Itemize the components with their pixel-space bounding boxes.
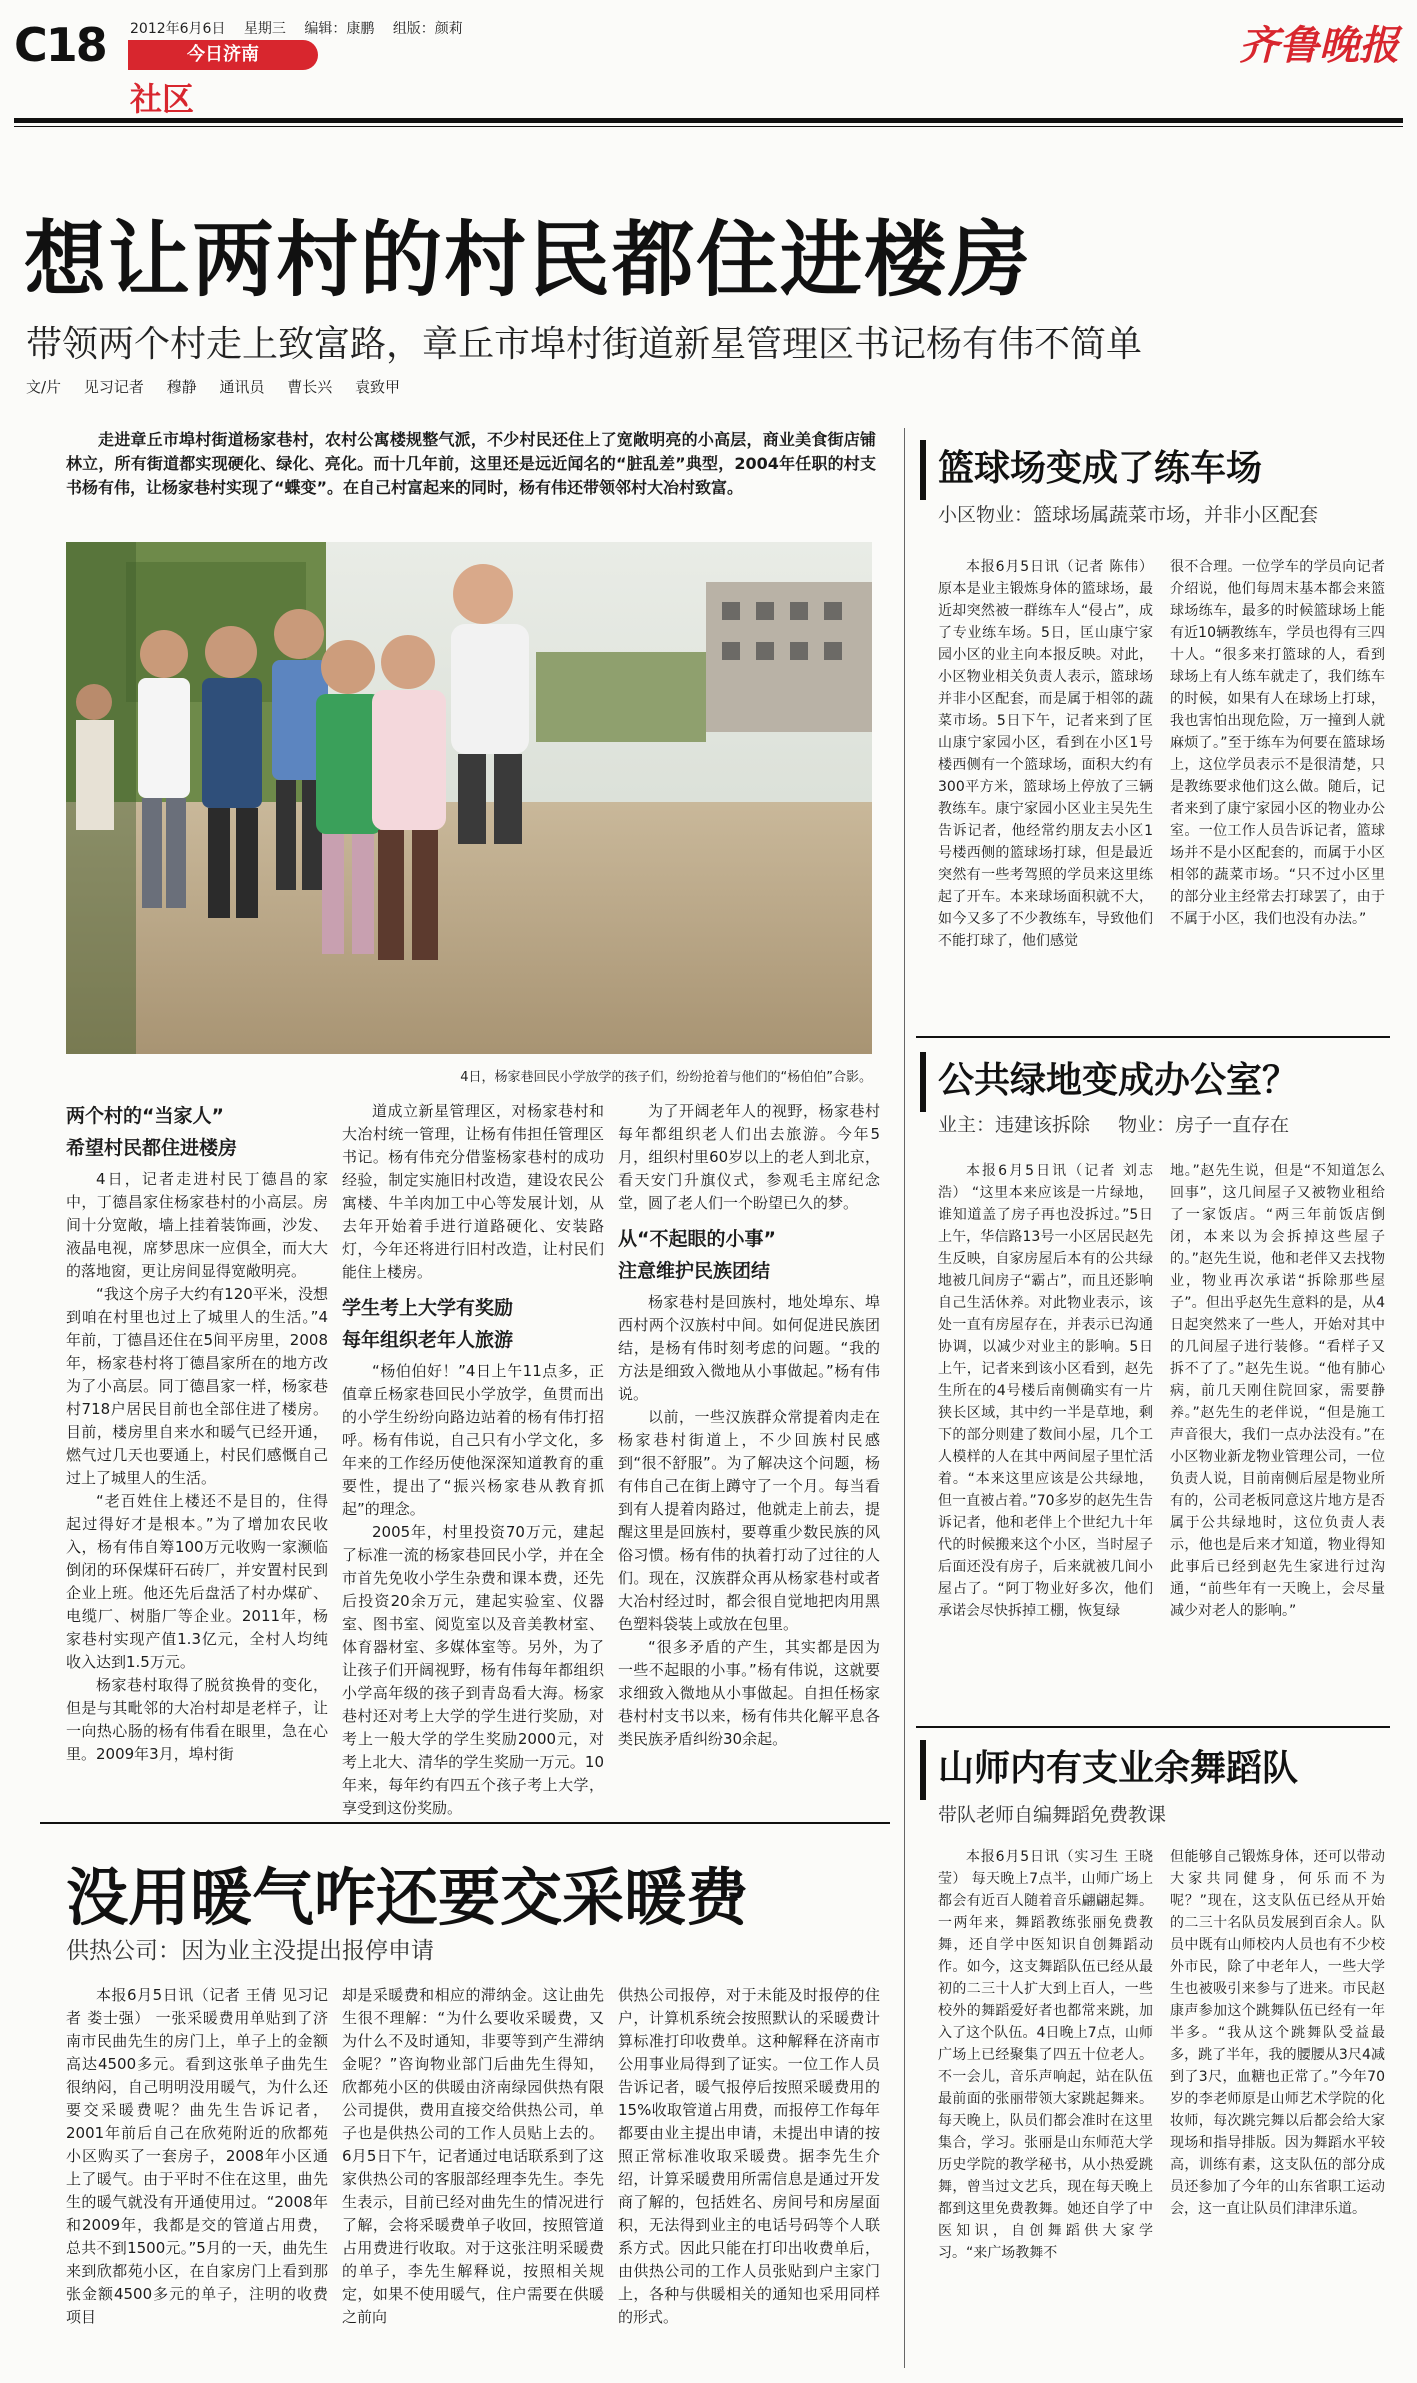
subheading: 希望村民都住进楼房 — [66, 1137, 238, 1159]
story-marker — [920, 440, 926, 500]
subheading: 两个村的“当家人” — [66, 1105, 224, 1127]
paragraph: 为了开阔老年人的视野，杨家巷村每年都组织老人们出去旅游。今年5月，组织村里60岁以上的老人到北京，看天安门升旗仪式，参观毛主席纪念堂，圆了老人们一个盼望已久的梦。 — [618, 1102, 880, 1212]
greenspace-story-subtitle — [938, 1110, 1311, 1137]
subtitle-part: 业主：违建该拆除 — [938, 1114, 1091, 1136]
greenspace-col-1 — [938, 1160, 1153, 1710]
header-rule-thin — [14, 126, 1403, 127]
paragraph: 以前，一些汉族群众常提着肉走在杨家巷村街道上，不少回族村民感到“很不舒服”。为了解决这个问题，杨有伟自己在街上蹲守了一个月。每当看到有人提着肉路过，他就走上前去，提醒这里是回族村，要尊重少数民族的风俗习惯。杨有伟的执着打动了过往的人们。现在，汉族群众再从杨家巷村或者大冶村经过时，都会很自觉地把肉用黑色塑料袋装上或放在包里。 — [618, 1408, 880, 1633]
issue-layout-editor: 组版：颜莉 — [392, 21, 463, 37]
byline-part: 穆静 — [166, 378, 197, 396]
paragraph: 供热公司报停，对于未能及时报停的住户，计算机系统会按照默认的采暖费计算标准打印收费单。这种解释在济南市公用事业局得到了证实。一位工作人员告诉记者，暖气报停后按照采暖费用的15%收取管道占用费，而报停工作每年都要由业主提出申请，未提出申请的按照正常标准收取采暖费。据李先生介绍，计算采暖费用所需信息是通过开发商了解的，包括姓名、房间号和房屋面积，无法得到业主的电话号码等个人联系方式。因此只能在打印出收费单后，由供热公司的工作人员张贴到户主家门上，各种与供暖相关的通知也采用同样的形式。 — [618, 1986, 880, 2326]
story-divider — [916, 1036, 1390, 1038]
byline-part: 袁致甲 — [355, 378, 401, 396]
lead-paragraph: 走进章丘市埠村街道杨家巷村，农村公寓楼规整气派，不少村民还住上了宽敞明亮的小高层，商业美食街店铺林立，所有街道都实现硬化、绿化、亮化。而十几年前，这里还是远近闻名的“脏乱差”典型，2004年任职的村支书杨有伟，让杨家巷村实现了“蝶变”。在自己村富起来的同时，杨有伟还带领邻村大冶村致富。 — [66, 430, 876, 497]
main-headline: 想让两村的村民都住进楼房 — [24, 212, 1033, 308]
dance-col-1 — [938, 1846, 1153, 2366]
section-name: 社区 — [130, 80, 195, 118]
heating-col-3 — [618, 1984, 880, 2369]
paragraph: 很不合理。一位学车的学员向记者介绍说，他们每周末基本都会来篮球场练车，最多的时候篮球场上能有近10辆教练车，学员也得有三四十人。“很多来打篮球的人，看到球场上有人练车就走了，我们练车的时候，如果有人在球场上打球，我也害怕出现危险，万一撞到人就麻烦了。”至于练车为何要在篮球场上，这位学员表示不是很清楚，只是教练要求他们这么做。随后，记者来到了康宁家园小区的物业办公室。一位工作人员告诉记者，篮球场并不是小区配套的，而属于小区相邻的蔬菜市场。“只不过小区里的部分业主经常去打球罢了，由于不属于小区，我们也没有办法。” — [1170, 559, 1385, 927]
paragraph: 本报6月5日讯（记者 王倩 见习记者 娄士强） 一张采暖费用单贴到了济南市民曲先生的房门上，单子上的金额高达4500多元。看到这张单子曲先生很纳闷，自己明明没用暖气，为什么还要交采暖费呢？曲先生告诉记者，2001年前后自己在欣苑附近的欣都苑小区购买了一套房子，2008年小区通上了暖气。由于平时不住在这里，曲先生的暖气就没有开通使用过。“2008年和2009年，我都是交的管道占用费，总共不到1500元。”5月的一天，曲先生来到欣都苑小区，在自家房门上看到那张金额4500多元的单子，注明的收费项目 — [66, 1986, 328, 2326]
subheading: 从“不起眼的小事” — [618, 1228, 776, 1250]
dance-story-subtitle — [938, 1800, 1188, 1827]
dance-story-title: 山师内有支业余舞蹈队 — [938, 1747, 1299, 1789]
byline-part: 通讯员 — [219, 378, 265, 396]
issue-weekday: 星期三 — [243, 21, 286, 37]
subtitle-part: 物业：房子一直存在 — [1118, 1114, 1290, 1136]
paragraph: “我这个房子大约有120平米，没想到咱在村里也过上了城里人的生活。”4年前，丁德昌还住在5间平房里，2008年，杨家巷村将丁德昌家所在的地方改为了小高层。同丁德昌家一样，杨家巷村718户居民目前也全部住进了楼房。目前，楼房里自来水和暖气已经开通，燃气过几天也要通上，村民们感慨自己过上了城里人的生活。 — [66, 1285, 328, 1487]
news-photo — [66, 542, 872, 1054]
paragraph: 地。”赵先生说，但是“不知道怎么回事”，这几间屋子又被物业租给了一家饭店。“两三年前饭店倒闭，本来以为会拆掉这些屋子的。”赵先生说，他和老伴又去找物业，物业再次承诺“拆除那些屋子”。但出乎赵先生意料的是，从4日起突然来了一些人，开始对其中的几间屋子进行装修。“看样子又拆不了了。”赵先生说。“他有肺心病，前几天刚住院回家，需要静养。”赵先生的老伴说，“但是施工声音很大，我们一点办法没有。”在小区物业新龙物业管理公司，一位负责人说，目前南侧后屋是物业所有的，公司老板同意这片地方是否属于公共绿地时，这位负责人表示，他也是后来才知道，物业得知此事后已经到赵先生家进行过沟通，“前些年有一天晚上，会尽量减少对老人的影响。” — [1170, 1163, 1385, 1619]
subtitle-part: 带队老师自编舞蹈免费教课 — [938, 1804, 1167, 1826]
basketball-story-title: 篮球场变成了练车场 — [938, 447, 1263, 489]
greenspace-story-title: 公共绿地变成办公室？ — [938, 1059, 1299, 1101]
photo-caption: 4日，杨家巷回民小学放学的孩子们，纷纷抢着与他们的“杨伯伯”合影。 — [460, 1070, 872, 1085]
dance-col-2 — [1170, 1846, 1385, 2366]
header-rule — [14, 118, 1403, 123]
story-divider — [40, 1822, 890, 1824]
paragraph: 道成立新星管理区，对杨家巷村和大冶村统一管理，让杨有伟担任管理区书记。杨有伟充分借鉴杨家巷村的成功经验，制定实施旧村改造，建设农民公寓楼、牛羊肉加工中心等发展计划，从去年开始着手进行道路硬化、安装路灯，今年还将进行旧村改造，让村民们能住上楼房。 — [342, 1102, 604, 1281]
main-subhead: 带领两个村走上致富路，章丘市埠村街道新星管理区书记杨有伟不简单 — [26, 324, 1143, 365]
main-lead — [66, 428, 876, 543]
main-column-3 — [618, 1100, 880, 1800]
paragraph: 本报6月5日讯（记者 陈伟） 原本是业主锻炼身体的篮球场，最近却突然被一群练车人“侵占”，成了专业练车场。5日，匡山康宁家园小区的业主向本报反映。对此，小区物业相关负责人表示，篮球场并非小区配套，而是属于相邻的蔬菜市场。5日下午，记者来到了匡山康宁家园小区，看到在小区1号楼西侧有一个篮球场，面积大约有300平方米，篮球场上停放了三辆教练车。康宁家园小区业主吴先生告诉记者，他经常约朋友去小区1号楼西侧的篮球场打球，但是最近突然有一些考驾照的学员来这里练起了开车。本来球场面积就不大，如今又多了不少教练车，导致他们不能打球了，他们感觉 — [938, 559, 1153, 949]
subheading: 每年组织老年人旅游 — [342, 1329, 514, 1351]
column-divider — [904, 428, 905, 2368]
issue-meta — [130, 18, 477, 38]
paragraph: “老百姓住上楼还不是目的，住得起过得好才是根本。”为了增加农民收入，杨有伟自筹100万元收购一家濒临倒闭的环保煤矸石砖厂，并安置村民到企业上班。他还先后盘活了村办煤矿、电缆厂、树脂厂等企业。2011年，杨家巷村实现产值1.3亿元，全村人均纯收入达到1.5万元。 — [66, 1492, 328, 1671]
heating-story-subtitle: 供热公司：因为业主没提出报停申请 — [66, 1938, 434, 1964]
issue-date: 2012年6月6日 — [130, 21, 226, 37]
paragraph: 4日，记者走进村民丁德昌的家中，丁德昌家住杨家巷村的小高层。房间十分宽敞，墙上挂着装饰画，沙发、液晶电视，席梦思床一应俱全，而大大的落地窗，更让房间显得宽敞明亮。 — [66, 1170, 328, 1280]
column-tab: 今日济南 — [128, 40, 318, 70]
story-divider — [916, 1726, 1390, 1728]
heating-col-2 — [342, 1984, 604, 2369]
main-column-2 — [342, 1100, 604, 1817]
main-byline — [26, 376, 418, 397]
byline-part: 见习记者 — [83, 378, 144, 396]
byline-part: 曹长兴 — [287, 378, 333, 396]
subheading: 注意维护民族团结 — [618, 1260, 771, 1282]
paragraph: 杨家巷村是回族村，地处埠东、埠西村两个汉族村中间。如何促进民族团结，是杨有伟时刻考虑的问题。“我的方法是细致入微地从小事做起。”杨有伟说。 — [618, 1293, 880, 1403]
paragraph: “很多矛盾的产生，其实都是因为一些不起眼的小事。”杨有伟说，这就要求细致入微地从小事做起。自担任杨家巷村村支书以来，杨有伟共化解平息各类民族矛盾纠纷30余起。 — [618, 1638, 880, 1748]
issue-editor: 编辑：康鹏 — [304, 21, 375, 37]
byline-part: 文/片 — [26, 378, 62, 396]
basketball-story-subtitle — [938, 500, 1340, 527]
paragraph: 杨家巷村取得了脱贫换骨的变化，但是与其毗邻的大冶村却是老样子，让一向热心肠的杨有伟看在眼里，急在心里。2009年3月，埠村街 — [66, 1676, 328, 1763]
paragraph: 2005年，村里投资70万元，建起了标准一流的杨家巷回民小学，并在全市首先免收小学生杂费和课本费，还先后投资20余万元，建起实验室、仪器室、图书室、阅览室以及音美教材室、体育器材室、多媒体室等。另外，为了让孩子们开阔视野，杨有伟每年都组织小学高年级的孩子到青岛看大海。杨家巷村还对考上大学的学生进行奖励，对考上一般大学的学生奖励2000元，对考上北大、清华的学生奖励一万元。10年来，每年约有四五个孩子考上大学，享受到这份奖励。 — [342, 1523, 604, 1817]
page-number: C18 — [14, 18, 106, 72]
basketball-col-2 — [1170, 556, 1385, 1016]
basketball-col-1 — [938, 556, 1153, 1016]
paragraph: 却是采暖费和相应的滞纳金。这让曲先生很不理解：“为什么要收采暖费，又为什么不及时通知，非要等到产生滞纳金呢？”咨询物业部门后曲先生得知，欣都苑小区的供暖由济南绿园供热有限公司提供，费用直接交给供热公司，单子也是供热公司的工作人员贴上去的。6月5日下午，记者通过电话联系到了这家供热公司的客服部经理李先生。李先生表示，目前已经对曲先生的情况进行了解，会将采暖费单子收回，按照管道占用费进行收取。对于这张注明采暖费的单子，李先生解释说，按照相关规定，如果不使用暖气，住户需要在供暖之前向 — [342, 1986, 604, 2326]
heating-story-title: 没用暖气咋还要交采暖费 — [66, 1861, 749, 1934]
subtitle-part: 小区物业：篮球场属蔬菜市场，并非小区配套 — [938, 504, 1319, 526]
paragraph: 但能够自己锻炼身体，还可以带动大家共同健身，何乐而不为呢？”现在，这支队伍已经从开始的二三十名队员发展到百余人。队员中既有山师校内人员也有不少校外市民，除了中老年人，一些大学生也被吸引来参与了进来。市民赵康声参加这个跳舞队伍已经有一年半多。“我从这个跳舞队受益最多，跳了半年，我的腰腰从3尺4减到了3尺，血糖也正常了。”今年70岁的李老师原是山师艺术学院的化妆师，每次跳完舞以后都会给大家现场和指导排版。因为舞蹈水平较高，训练有素，这支队伍的部分成员还参加了今年的山东省职工运动会，这一直让队员们津津乐道。 — [1170, 1849, 1385, 2217]
heating-col-1 — [66, 1984, 328, 2369]
story-marker — [920, 1740, 926, 1800]
paragraph: 本报6月5日讯（实习生 王晓莹） 每天晚上7点半，山师广场上都会有近百人随着音乐翩翩起舞。一两年来，舞蹈教练张丽免费教舞，还自学中医知识自创舞蹈动作。如今，这支舞蹈队伍已经从最初的二三十人扩大到上百人，一些校外的舞蹈爱好者也都常来跳，加入了这个队伍。4日晚上7点，山师广场上已经聚集了四五十位老人。不一会儿，音乐声响起，站在队伍最前面的张丽带领大家跳起舞来。每天晚上，队员们都会准时在这里集合，学习。张丽是山东师范大学历史学院的教学秘书，从小热爱跳舞，曾当过文艺兵，现在每天晚上都到这里免费教舞。她还自学了中医知识，自创舞蹈供大家学习。“来广场教舞不 — [938, 1849, 1153, 2261]
main-column-1 — [66, 1100, 328, 1800]
paragraph: “杨伯伯好！”4日上午11点多，正值章丘杨家巷回民小学放学，鱼贯而出的小学生纷纷向路边站着的杨有伟打招呼。杨有伟说，自己只有小学文化，多年来的工作经历使他深深知道教育的重要性，提出了“振兴杨家巷从教育抓起”的理念。 — [342, 1362, 604, 1518]
masthead-logo: 齐鲁晚报 — [1239, 22, 1399, 69]
story-marker — [920, 1052, 926, 1112]
greenspace-col-2 — [1170, 1160, 1385, 1710]
paragraph: 本报6月5日讯（记者 刘志浩） “这里本来应该是一片绿地，谁知道盖了房子再也没拆过。”5日上午，华信路13号一小区居民赵先生反映，自家房屋后本有的公共绿地被几间房子“霸占”，而且还影响自己生活休养。对此物业表示，该处一直有房屋存在，并表示已沟通协调，以减少对业主的影响。5日上午，记者来到该小区看到，赵先生所在的4号楼后南侧确实有一片狭长区域，其中约一半是草地，剩下的部分则建了数间小屋，几个工人模样的人在其中两间屋子里忙活着。“本来这里应该是公共绿地，但一直被占着。”70多岁的赵先生告诉记者，他和老伴上个世纪九十年代的时候搬来这个小区，当时屋子后面还没有房子，后来就被几间小屋占了。“阿丁物业好多次，他们承诺会尽快拆掉工棚，恢复绿 — [938, 1163, 1153, 1619]
subheading: 学生考上大学有奖励 — [342, 1297, 514, 1319]
